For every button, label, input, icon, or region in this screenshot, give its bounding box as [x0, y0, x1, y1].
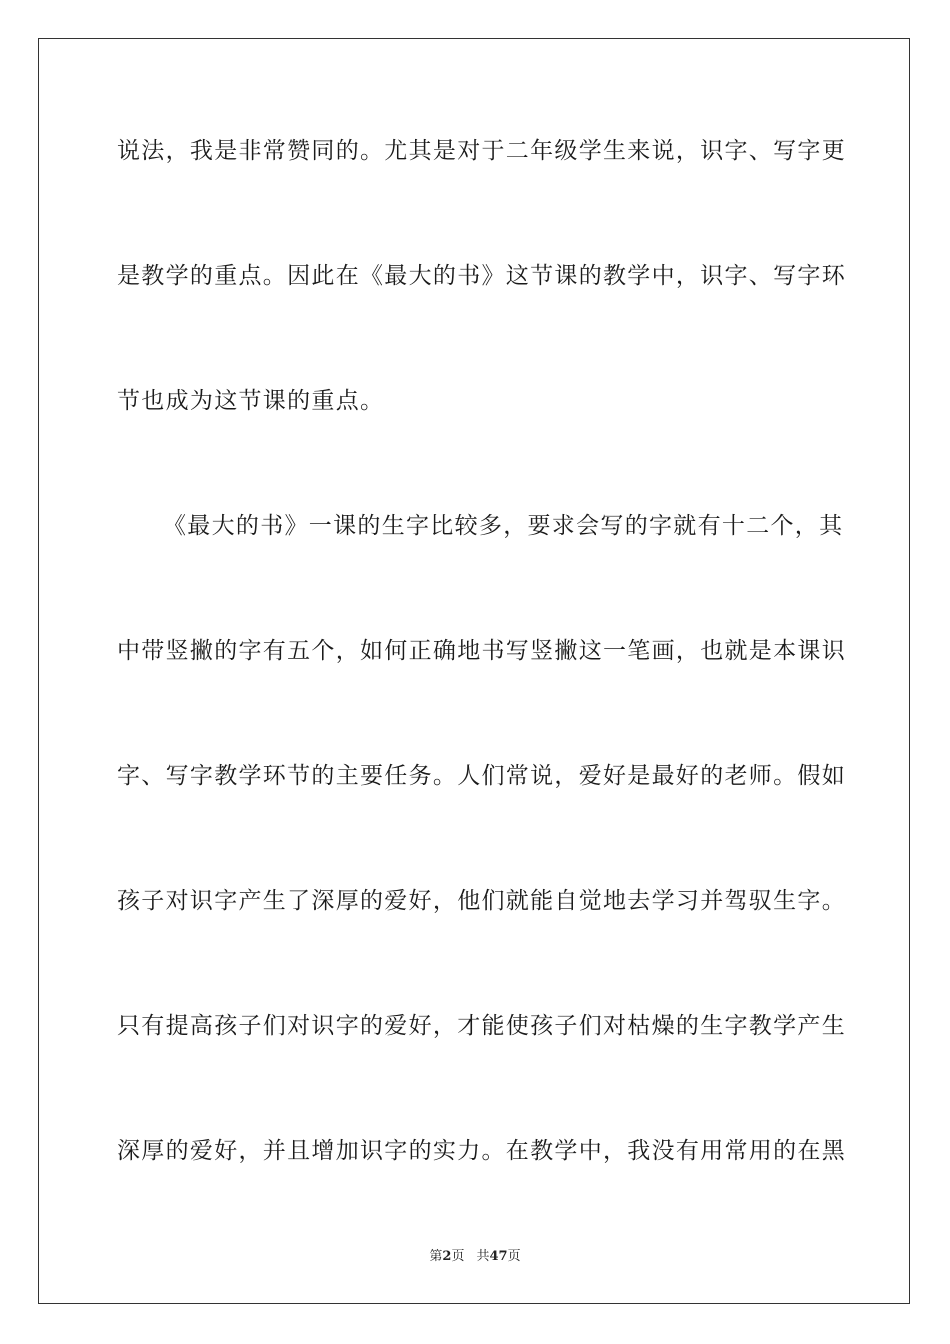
text-line: 中带竖撇的字有五个，如何正确地书写竖撇这一笔画，也就是本课识 — [117, 638, 846, 664]
document-body — [117, 128, 846, 1253]
paragraph-start-line: 《最大的书》一课的生字比较多，要求会写的字就有十二个，其 — [163, 513, 844, 539]
total-suffix: 页 — [507, 1249, 521, 1264]
text-line: 是教学的重点。因此在《最大的书》这节课的教学中，识字、写字环 — [117, 263, 846, 289]
total-pages: 47 — [489, 1249, 508, 1264]
text-line: 节也成为这节课的重点。 — [117, 388, 385, 414]
page-prefix: 第 — [429, 1249, 443, 1264]
page-footer — [0, 1245, 950, 1264]
page-number: 2 — [442, 1249, 452, 1264]
text-line: 深厚的爱好，并且增加识字的实力。在教学中，我没有用常用的在黑 — [117, 1138, 846, 1164]
text-line: 字、写字教学环节的主要任务。人们常说，爱好是最好的老师。假如 — [117, 763, 846, 789]
total-prefix: 共 — [476, 1249, 490, 1264]
text-line: 只有提高孩子们对识字的爱好，才能使孩子们对枯燥的生字教学产生 — [117, 1013, 846, 1039]
text-line: 说法，我是非常赞同的。尤其是对于二年级学生来说，识字、写字更 — [117, 138, 846, 164]
text-line: 孩子对识字产生了深厚的爱好，他们就能自觉地去学习并驾驭生字。 — [117, 888, 846, 914]
page-suffix: 页 — [451, 1249, 465, 1264]
